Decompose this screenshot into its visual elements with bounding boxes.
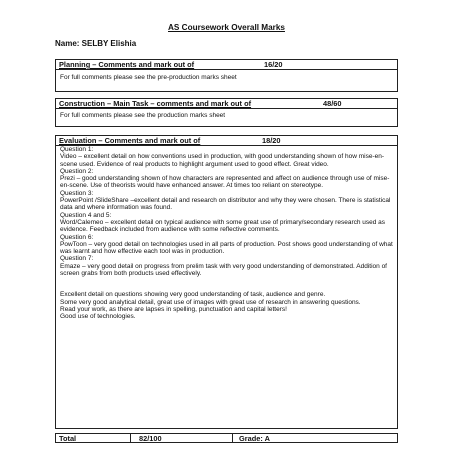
student-name: Name: SELBY Elishia [55,39,137,48]
question-comment: Word/Calemeo – excellent detail on typical audience with some great use of primary/secondary research used as evidence. Feedback included from audience with some reflective comments. [60,218,386,234]
construction-heading-label: Construction – Main Task – comments and mark out of [59,99,252,108]
construction-mark: 48/60 [323,99,342,108]
question-label: Question 1: [60,146,94,153]
evaluation-mark: 18/20 [262,136,281,145]
summary-line: Good use of technologies. [60,313,136,321]
evaluation-comments [56,146,397,321]
cell-divider [130,434,131,442]
construction-section [55,98,398,127]
question-label: Question 4 and 5: [60,211,112,219]
construction-heading [56,99,397,109]
question-4-and-5 [60,212,393,234]
summary-line: Excellent detail on questions showing very good understanding of task, audience and genre. [60,291,326,299]
summary-line: Some very good analytical detail, great use of images with great use of research in answering questions. [60,298,361,306]
question-label: Question 2: [60,167,94,175]
spacer [60,277,393,291]
evaluation-heading [56,136,397,146]
planning-heading [56,60,397,70]
question-1 [60,146,393,168]
evaluation-heading-label: Evaluation – Comments and mark out of [59,136,201,145]
total-label: Total [59,434,77,443]
planning-mark: 16/20 [264,60,283,69]
total-row [55,433,398,443]
planning-section [55,59,398,92]
document-title: AS Coursework Overall Marks [168,23,285,32]
question-label: Question 6: [60,233,94,241]
question-label: Question 7: [60,255,94,263]
question-2 [60,168,393,190]
grade: Grade: A [239,434,270,443]
question-comment: PowToon – very good detail on technologies used in all parts of production. Post shows good understanding of what was learnt and how effective each tool was in production. [60,240,393,256]
planning-heading-label: Planning – Comments and mark out of [59,60,195,69]
construction-comment: For full comments please see the production marks sheet [60,112,226,119]
question-6 [60,234,393,256]
planning-comment: For full comments please see the pre-production marks sheet [60,74,237,81]
question-comment: Emaze – very good detail on progress from prelim task with very good understanding of demonstrated. Addition of screen grabs from both products used effectively. [60,262,387,278]
total-score: 82/100 [139,434,162,443]
cell-divider [232,434,233,442]
evaluation-section [55,135,398,429]
question-3 [60,190,393,212]
question-comment: Prezi – good understanding shown of how characters are represented and affect on audience through use of mise-en-scene. Use of theorists would have enhanced answer. At times too reliant on stereotype. [60,175,390,190]
question-label: Question 3: [60,189,94,197]
question-comment: Video – excellent detail on how conventions used in production, with good understanding shown of how mise-en-scene used. Evidence of real products to highlight argument used to good effect. Great video. [60,153,385,168]
summary-line: Read your work, as there are lapses in spelling, punctuation and capital letters! [60,305,287,313]
question-comment: PowerPoint /SlideShare –excellent detail and research on distributor and why they were chosen. There is statistical data and where information was found. [60,197,391,212]
question-7 [60,255,393,277]
